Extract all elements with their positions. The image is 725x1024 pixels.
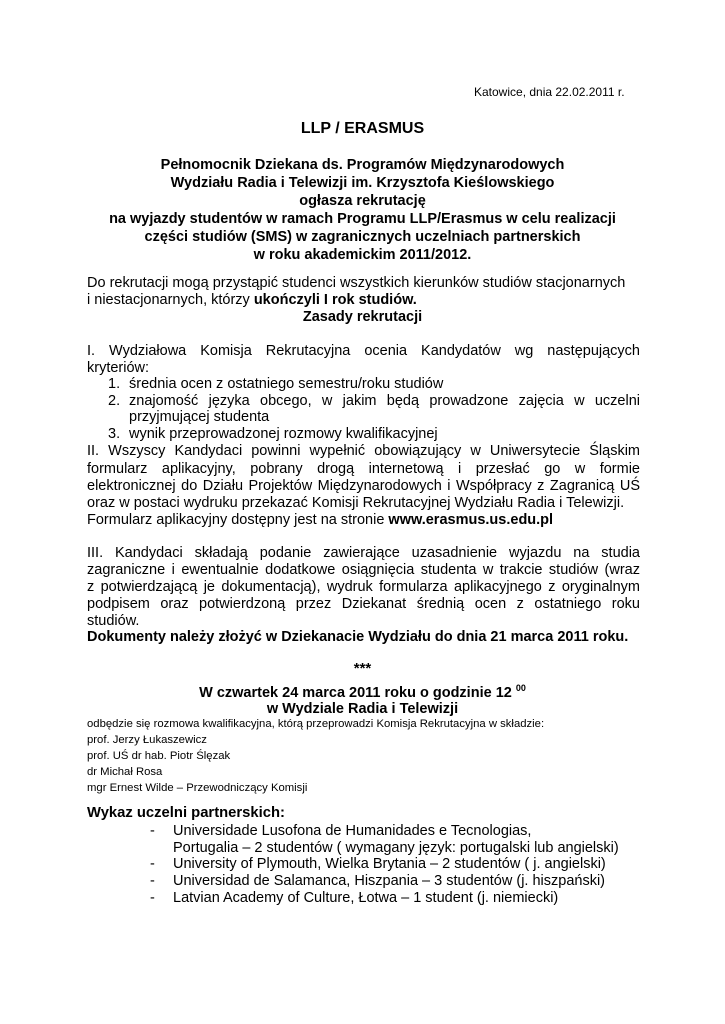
erasmus-url-link[interactable]: www.erasmus.us.edu.pl bbox=[388, 512, 554, 528]
list-bullet: - bbox=[150, 873, 155, 889]
announcement-header-line: na wyjazdy studentów w ramach Programu LLP/Erasmus w celu realizacji bbox=[109, 211, 616, 227]
section-3-line: zagraniczne i ewentualnie dodatkowe osiągnięcia studenta w trakcie studiów (wraz bbox=[87, 562, 640, 578]
announcement-header-line: Wydziału Radia i Telewizji im. Krzysztofa Kieślowskiego bbox=[170, 175, 555, 191]
form-info-text: Formularz aplikacyjny dostępny jest na stronie bbox=[87, 512, 389, 528]
criteria-text: przyjmującej studenta bbox=[129, 409, 270, 425]
intro-text-line: Do rekrutacji mogą przystąpić studenci wszystkich kierunków studiów stacjonarnych bbox=[87, 275, 626, 291]
partner-university: Universidade Lusofona de Humanidades e Tecnologias, bbox=[173, 823, 532, 839]
criteria-number: 1. bbox=[108, 376, 121, 392]
section-2-line bbox=[87, 512, 553, 528]
committee-member: prof. Jerzy Łukaszewicz bbox=[87, 734, 207, 746]
section-2-line: elektronicznej do Działu Projektów Międzynarodowych i Współpracy z Zagranicą UŚ bbox=[87, 478, 640, 494]
list-bullet: - bbox=[150, 823, 155, 839]
document-date: Katowice, dnia 22.02.2011 r. bbox=[474, 85, 625, 99]
announcement-header-line: w roku akademickim 2011/2012. bbox=[253, 247, 472, 263]
partner-university: University of Plymouth, Wielka Brytania – 2 studentów ( j. angielski) bbox=[173, 856, 606, 872]
partner-university: Portugalia – 2 studentów ( wymagany język: portugalski lub angielski) bbox=[173, 840, 619, 856]
committee-member: prof. UŚ dr hab. Piotr Ślęzak bbox=[87, 750, 231, 762]
section-2-line: formularz aplikacyjny, pobrany drogą internetową i przesłać go w formie bbox=[87, 461, 640, 477]
section-1-line: kryteriów: bbox=[87, 360, 150, 376]
meeting-time-superscript: 00 bbox=[515, 683, 526, 693]
section-1-line: I. Wydziałowa Komisja Rekrutacyjna ocenia Kandydatów wg następujących bbox=[87, 343, 640, 359]
section-3-line: studiów. bbox=[87, 613, 140, 629]
intro-text-line bbox=[87, 292, 417, 308]
criteria-text: średnia ocen z ostatniego semestru/roku studiów bbox=[129, 376, 444, 392]
section-2-line: II. Wszyscy Kandydaci powinni wypełnić obowiązujący w Uniwersytecie Śląskim bbox=[87, 443, 640, 459]
list-bullet: - bbox=[150, 890, 155, 906]
partner-university: Universidad de Salamanca, Hiszpania – 3 studentów (j. hiszpański) bbox=[173, 873, 605, 889]
section-3-line: z potwierdzającą je dokumentacją), wydruk formularza aplikacyjnego z oryginalnym bbox=[87, 579, 640, 595]
meeting-date bbox=[0, 683, 725, 701]
meeting-location: w Wydziale Radia i Telewizji bbox=[266, 701, 459, 717]
list-bullet: - bbox=[150, 856, 155, 872]
committee-member: dr Michał Rosa bbox=[87, 766, 163, 778]
intro-text: i niestacjonarnych, którzy bbox=[87, 292, 254, 308]
intro-emphasis: ukończyli I rok studiów. bbox=[253, 292, 417, 308]
criteria-text: znajomość języka obcego, w jakim będą prowadzone zajęcia w uczelni bbox=[129, 393, 640, 409]
committee-member: mgr Ernest Wilde – Przewodniczący Komisji bbox=[87, 782, 308, 794]
meeting-details: odbędzie się rozmowa kwalifikacyjna, którą przeprowadzi Komisja Rekrutacyjna w składzie: bbox=[87, 718, 545, 730]
section-3-line: III. Kandydaci składają podanie zawierające uzasadnienie wyjazdu na studia bbox=[87, 545, 640, 561]
announcement-header-line: Pełnomocnik Dziekana ds. Programów Międzynarodowych bbox=[160, 157, 565, 173]
criteria-number: 3. bbox=[108, 426, 121, 442]
document-title: LLP / ERASMUS bbox=[300, 120, 425, 137]
announcement-header-line: ogłasza rekrutację bbox=[299, 193, 426, 209]
meeting-date-text: W czwartek 24 marca 2011 roku o godzinie 12 bbox=[199, 684, 512, 701]
section-3-line: podpisem oraz potwierdzoną przez Dziekanat średnią ocen z ostatniego roku bbox=[87, 596, 640, 612]
section-2-line: oraz w postaci wydruku przekazać Komisji Rekrutacyjnej Wydziału Radia i Telewizji. bbox=[87, 495, 625, 511]
partner-university: Latvian Academy of Culture, Łotwa – 1 student (j. niemiecki) bbox=[173, 890, 559, 906]
separator: *** bbox=[353, 660, 372, 677]
deadline-notice: Dokumenty należy złożyć w Dziekanacie Wydziału do dnia 21 marca 2011 roku. bbox=[87, 629, 629, 645]
criteria-number: 2. bbox=[108, 393, 121, 409]
rules-heading: Zasady rekrutacji bbox=[302, 309, 423, 325]
announcement-header-line: części studiów (SMS) w zagranicznych uczelniach partnerskich bbox=[144, 229, 581, 245]
criteria-text: wynik przeprowadzonej rozmowy kwalifikacyjnej bbox=[129, 426, 438, 442]
partners-heading: Wykaz uczelni partnerskich: bbox=[87, 805, 285, 821]
